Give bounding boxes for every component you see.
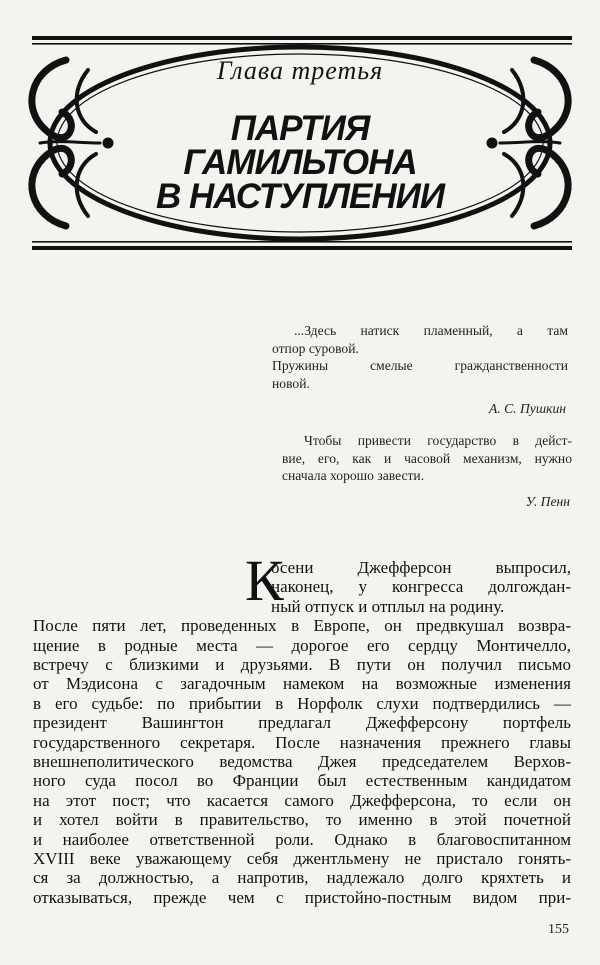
- text-line: внешнеполитического ведомства Джея председателем Верхов-: [33, 752, 571, 772]
- text-line: ся за должностью, а напротив, надлежало долго кряхтеть и: [33, 868, 571, 888]
- text-line: на этот пост; что касается самого Джефферсона, то если он: [33, 790, 571, 810]
- text-line: отказываться, прежде чем с пристойно-постным видом при-: [33, 887, 571, 907]
- lead-paragraph: [33, 548, 571, 616]
- text-line: XVIII веке уважающему себя джентльмену не пристало гонять-: [33, 849, 571, 869]
- epigraph-author: У. Пенн: [525, 493, 570, 509]
- text-line: от Мэдисона с загадочным намеком на возможные изменения: [33, 674, 571, 694]
- page-number: 155: [548, 922, 569, 937]
- chapter-title-line: В НАСТУПЛЕНИИ: [155, 177, 445, 216]
- epigraph-line: отпор суровой.: [272, 340, 359, 356]
- text-line: и наиболее ответственной роли. Однако в благовоспитанном: [33, 829, 571, 849]
- epigraph-line: вие, его, как и часовой механизм, нужно: [282, 450, 572, 466]
- lead-line: осени Джефферсон выпросил,: [271, 558, 571, 577]
- chapter-label: Глава третья: [216, 56, 384, 85]
- drop-cap: К: [245, 548, 284, 613]
- text-line: государственного секретаря. После назначения прежнего главы: [33, 732, 571, 752]
- chapter-header: [0, 0, 600, 270]
- text-line: президент Вашингтон предлагал Джефферсону портфель: [33, 713, 571, 733]
- epigraph-line: ...Здесь натиск пламенный, а там: [294, 323, 568, 338]
- epigraph-penn: [282, 432, 572, 510]
- chapter-title-line: ПАРТИЯ: [230, 109, 370, 148]
- lead-line: наконец, у конгресса долгождан-: [271, 577, 571, 597]
- chapter-title-line: ГАМИЛЬТОНА: [183, 143, 417, 182]
- epigraph-line: Пружины смелые гражданственности: [272, 358, 568, 373]
- text-line: ного суда посол во Франции был естественным кандидатом: [33, 771, 571, 791]
- epigraph-pushkin: [272, 322, 568, 418]
- top-rules: [32, 36, 572, 45]
- text-line: После пяти лет, проведенных в Европе, он предвкушал возвра-: [33, 616, 571, 636]
- text-line: щение в родные места — дорогое его сердцу Монтичелло,: [33, 635, 571, 655]
- bottom-rules: [32, 241, 572, 250]
- text-line: и хотел войти в правительство, то именно в этой почетной: [33, 810, 571, 830]
- body-paragraph: [33, 616, 571, 907]
- text-line: в его судьбе: по прибытии в Норфолк слухи подтвердились —: [33, 693, 571, 713]
- epigraph-line: новой.: [272, 375, 310, 391]
- epigraph-author: А. С. Пушкин: [489, 401, 566, 416]
- epigraph-line: сначала хорошо завести.: [282, 468, 425, 483]
- body-text: [33, 548, 571, 907]
- chapter-title: [0, 109, 600, 216]
- text-line: встречу с близкими и друзьями. В пути он получил письмо: [33, 655, 571, 674]
- epigraph-line: Чтобы привести государство в дейст-: [304, 433, 572, 448]
- lead-line: ный отпуск и отплыл на родину.: [271, 596, 505, 616]
